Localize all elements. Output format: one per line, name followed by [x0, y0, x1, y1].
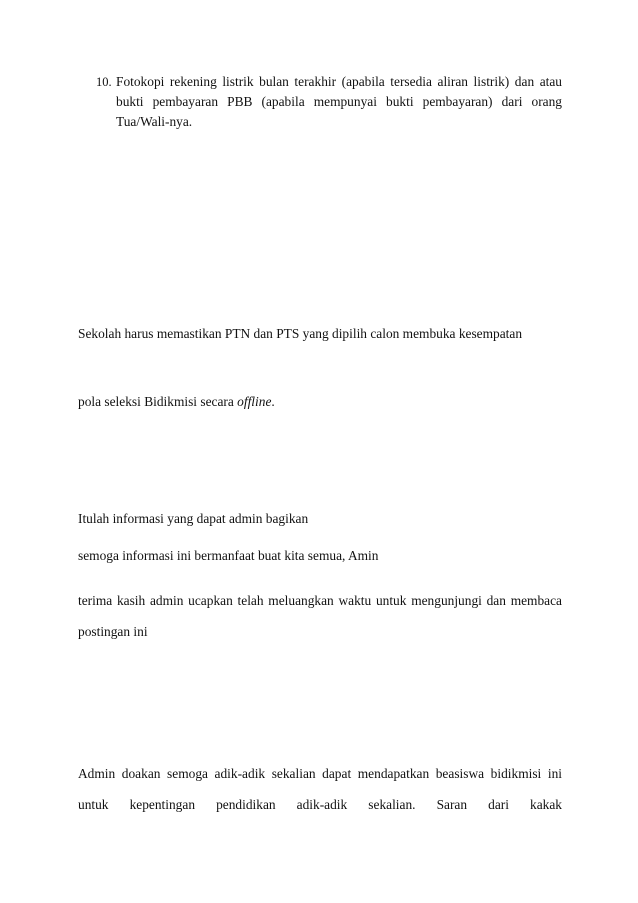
paragraph-admin-doakan: Admin doakan semoga adik-adik sekalian dapat mendapatkan beasiswa bidikmisi ini untuk kepentingan pendidikan adik-adik sekalian. Saran dari kakak [78, 766, 562, 812]
paragraph-pola-seleksi-period: . [271, 394, 275, 409]
paragraph-semoga: semoga informasi ini bermanfaat buat kita semua, Amin [78, 548, 379, 563]
list-item-text: Fotokopi rekening listrik bulan terakhir (apabila tersedia aliran listrik) dan atau bukti pembayaran PBB (apabila mempunyai bukti pembayaran) dari orang Tua/Wali-nya. [116, 74, 562, 129]
paragraph-itulah: Itulah informasi yang dapat admin bagikan [78, 511, 309, 526]
paragraph-pola-seleksi [78, 386, 562, 417]
list-item-number: 10. [96, 75, 112, 89]
paragraph-pola-seleksi-text: pola seleksi Bidikmisi secara [78, 394, 238, 409]
paragraph-terima-kasih: terima kasih admin ucapkan telah meluangkan waktu untuk mengunjungi dan membaca postingan ini [78, 593, 562, 639]
numbered-list-item [96, 72, 562, 132]
italic-offline-word: offline [237, 394, 272, 409]
paragraph-sekolah: Sekolah harus memastikan PTN dan PTS yang dipilih calon membuka kesempatan [78, 326, 523, 341]
